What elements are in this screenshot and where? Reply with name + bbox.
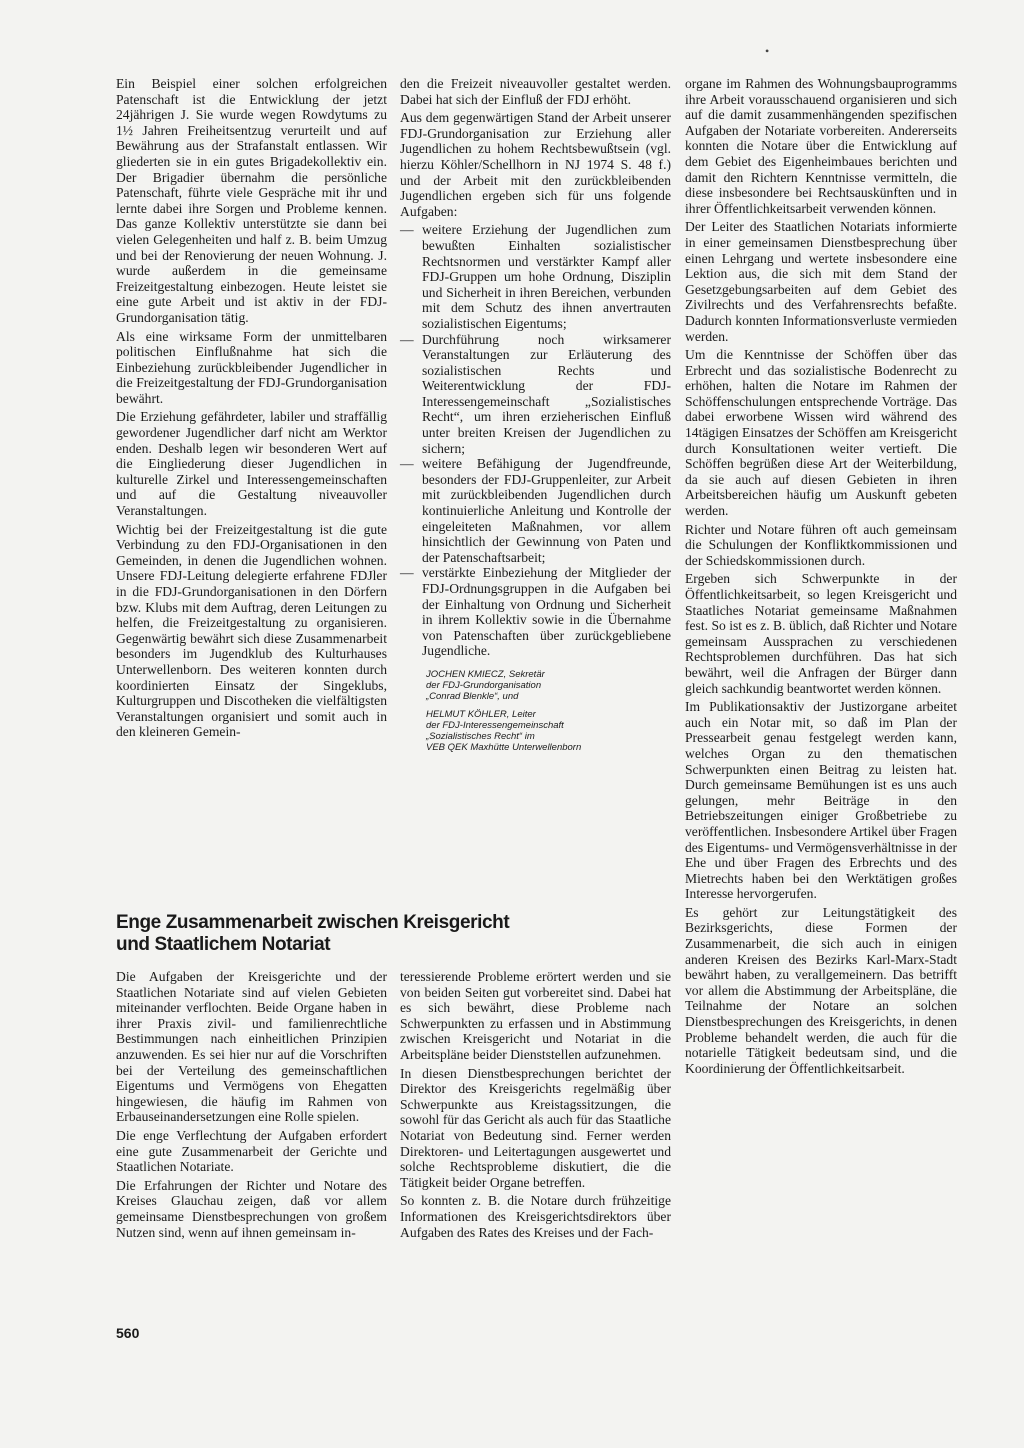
paragraph: Aus dem gegenwärtigen Stand der Arbeit unserer FDJ-Grundorganisation zur Erziehung aller Jugendlichen zu hohem Rechtsbewußtsein (vgl. hierzu Köhler/Schellhorn in NJ 1974 S. 48 f.) und der Arbeit mit den zurückbleibenden Jugendlichen ergeben sich für uns folgende Aufgaben: [400,110,671,219]
paragraph: In diesen Dienstbesprechungen berichtet der Direktor des Kreisgerichts regelmäßig über Schwerpunkte aus Kreistagssitzungen, die sowohl für das Gericht als auch für das Staatliche Notariat von Bedeutung sind. Ferner werden Direktoren- und Leitertagungen ausgewertet und solche Rechtsprobleme diskutiert, die die Tätigkeit beider Organe betreffen. [400,1065,671,1190]
paragraph: Die Erziehung gefährdeter, labiler und straffällig gewordener Jugendlicher darf nicht am Werktor enden. Deshalb legen wir besonderen Wert auf die Eingliederung dieser Jugendlichen in kulturelle Zirkel und Interessengemeinschaften und auf die Gestaltung niveauvoller Veranstaltungen. [116,409,387,519]
margin-mark: • [765,44,770,58]
paragraph: Es gehört zur Leitungstätigkeit des Bezirksgerichts, diese Formen der Zusammenarbeit, die sich auch in einigen anderen Kreisen des Bezirks Karl-Marx-Stadt bewährt haben, zu verallgemeinern. Das betrifft vor allem die Abstimmung der Arbeitspläne, die Teilnahme der Notare an solchen Dienstbesprechungen des Kreisgerichts, in denen Probleme behandelt werden, die auch für die notarielle Tätigkeit bedeutsam sind, und die Koordinierung der Öffentlichkeitsarbeit. [685,904,957,1076]
article2-column-3 [685,76,957,1079]
paragraph: Der Leiter des Staatlichen Notariats informierte in einer gemeinsamen Dienstbesprechung über einen Lehrgang und wertete insbesondere eine Lektion aus, die sich mit dem Stand der Gesetzgebungsarbeiten auf dem Gebiet des Zivilrechts und des Verfahrensrechts befaßte. Dadurch konnten Informationsverluste vermieden werden. [685,219,957,344]
author-signature: HELMUT KÖHLER, Leiter der FDJ-Interessengemeinschaft „Sozialistisches Recht“ im VEB QEK Maxhütte Unterwellenborn [426,708,582,753]
article1-column-2 [400,76,671,753]
paragraph: Ergeben sich Schwerpunkte in der Öffentlichkeitsarbeit, so legen Kreisgericht und Staatliches Notariat gemeinsame Maßnahmen fest. So ist es z. B. üblich, daß Richter und Notare gemeinsam Aussprachen zu verschiedenen Rechtsproblemen durchführen. Das hat sich bewährt, weil die Anfragen der Bürger dann gleich sachkundig beantwortet werden können. [685,571,957,696]
paragraph: Die enge Verflechtung der Aufgaben erfordert eine gute Zusammenarbeit der Gerichte und Staatlichen Notariate. [116,1127,387,1175]
headline-line: Enge Zusammenarbeit zwischen Kreisgericht [116,912,510,933]
task-list-item: — Durchführung noch wirksamerer Veranstaltungen zur Erläuterung des sozialistischen Rechts und Weiterentwicklung der FDJ-Interessengemeinschaft „Sozialistisches Recht“, um ihren erzieherischen Einfluß unter breiten Kreisen der Jugendlichen zu sichern; [400,332,671,457]
paragraph: Richter und Notare führen oft auch gemeinsam die Schulungen der Konfliktkommissionen und der Schiedskommissionen durch. [685,521,957,568]
task-list [400,222,671,659]
task-list-item: — weitere Befähigung der Jugendfreunde, besonders der FDJ-Gruppenleiter, zur Arbeit mit zurückbleibenden Jugendlichen durch kontinuierliche Anleitung und Kontrolle der eingeleiteten Maßnahmen, vor allem hinsichtlich der Gewinnung von Paten und der Patenschaftsarbeit; [400,456,671,565]
paragraph: Wichtig bei der Freizeitgestaltung ist die gute Verbindung zu den FDJ-Organisationen in den Gemeinden, in denen die Jugendlichen wohnen. Unsere FDJ-Leitung delegierte erfahrene FDJler in die FDJ-Grundorganisationen in den Dörfern bzw. Klubs mit dem Auftrag, deren Leitungen zu helfen, die Freizeitgestaltung zu organisieren. Gegenwärtig bewährt sich diese Zusammenarbeit besonders im Jugendklub des Kulturhauses Unterwellenborn. Des weiteren konnten durch koordinierten Einsatz der Singeklubs, Kulturgruppen und Discotheken die vielfältigsten Veranstaltungen organisiert und somit auch in den kleineren Gemein- [116,521,387,740]
article1-column-1 [116,76,387,743]
author-signature: JOCHEN KMIECZ, Sekretär der FDJ-Grundorganisation „Conrad Blenkle“, und [426,668,545,702]
paragraph: Im Publikationsaktiv der Justizorgane arbeitet auch ein Notar mit, so daß im Plan der Pressearbeit genau festgelegt werden kann, welches Organ zu den thematischen Schwerpunkten einen Beitrag zu leisten hat. Durch gemeinsame Bemühungen ist es uns auch gelungen, mehr Beiträge in den Betriebszeitungen einiger Großbetriebe zu veröffentlichen. Insbesondere Artikel über Fragen des Eigentums- und Vermögensverhältnisse in der Ehe und über Fragen des Erbrechts und des Mietrechts haben bei den Werktätigen großes Interesse hervorgerufen. [685,699,957,902]
paragraph: Ein Beispiel einer solchen erfolgreichen Patenschaft ist die Entwicklung der jetzt 24jährigen J. Sie wurde wegen Rowdytums zu 1½ Jahren Freiheitsentzug verurteilt und auf Bewährung aus der Strafanstalt entlassen. Wir gliederten sie in ein gutes Brigadekollektiv ein. Der Brigadier übernahm die persönliche Patenschaft, führte viele Gespräche mit ihr und lernte dabei ihre Sorgen und Probleme kennen. Das ganze Kollektiv unterstützte sie dann bei vielen Gelegenheiten und half z. B. beim Umzug und bei der Renovierung der neuen Wohnung. J. wurde außerdem in die gemeinsame Freizeitgestaltung einbezogen. Heute leistet sie eine gute Arbeit und ist aktiv in der FDJ-Grundorganisation tätig. [116,76,387,325]
paragraph: organe im Rahmen des Wohnungsbauprogramms ihre Arbeit vorausschauend organisieren und sich auf die damit zusammenhängenden spezifischen Aufgaben der Notariate vorbereiten. Andererseits konnten die Notare über die Entwicklung auf dem Gebiet des Eigenheimbaues berichten und damit den Richtern Kenntnisse vermitteln, die diese insbesondere bei Rechtsauskünften und in ihrer Öffentlichkeitsarbeit verwenden können. [685,76,957,216]
task-list-item: — weitere Erziehung der Jugendlichen zum bewußten Einhalten sozialistischer Rechtsnormen und verstärkter Kampf aller FDJ-Gruppen um hohe Ordnung, Disziplin und Sicherheit in ihren Bereichen, verbunden mit dem Schutz des ihnen anvertrauten sozialistischen Eigentums; [400,222,671,331]
article2-column-1 [116,969,387,1243]
task-list-item: — verstärkte Einbeziehung der Mitglieder der FDJ-Ordnungsgruppen in die Aufgaben bei der Einhaltung von Ordnung und Sicherheit in ihrem Kollektiv sowie in die Übernahme von Patenschaften über zurückgebliebene Jugendliche. [400,565,671,659]
paragraph: Als eine wirksame Form der unmittelbaren politischen Einflußnahme hat sich die Einbeziehung zurückbleibender Jugendlicher in die Freizeitgestaltung der FDJ-Grundorganisation bewährt. [116,328,387,406]
paragraph: Die Aufgaben der Kreisgerichte und der Staatlichen Notariate sind auf vielen Gebieten miteinander verflochten. Beide Organe haben in ihrer Praxis zivil- und familienrechtliche Bestimmungen nach einheitlichen Prinzipien anzuwenden. Es sei hier nur auf die Vorschriften bei der Verteilung des gemeinschaftlichen Eigentums und Vermögens von Ehegatten hingewiesen, die häufig im Rahmen von Erbauseinandersetzungen eine Rolle spielen. [116,969,387,1125]
paragraph: den die Freizeit niveauvoller gestaltet werden. Dabei hat sich der Einfluß der FDJ erhöht. [400,76,671,107]
article-headline [116,912,636,956]
paragraph: Um die Kenntnisse der Schöffen über das Erbrecht und das sozialistische Bodenrecht zu erhöhen, halten die Notare im Rahmen der Schöffenschulungen entsprechende Vorträge. Das dabei erworbene Wissen wird während des 14tägigen Einsatzes der Schöffen am Kreisgericht durch Konsultationen weiter vertieft. Die Schöffen begrüßen diese Art der Weiterbildung, da sie auch auf diesen Gebieten in ihren Arbeitsbereichen häufig um Auskunft gebeten werden. [685,347,957,519]
headline-line: und Staatlichem Notariat [116,934,331,955]
paragraph: teressierende Probleme erörtert werden und sie von beiden Seiten gut vorbereitet sind. Dabei hat es sich bewährt, diese Probleme nach Schwerpunkten zu erfassen und in Abstimmung zwischen Kreisgericht und Notariat in die Arbeitspläne beider Dienststellen aufzunehmen. [400,969,671,1062]
page-number: 560 [116,1325,140,1341]
paragraph: So konnten z. B. die Notare durch frühzeitige Informationen des Kreisgerichtsdirektors über Aufgaben des Rates des Kreises und der Fach- [400,1193,671,1240]
paragraph: Die Erfahrungen der Richter und Notare des Kreises Glauchau zeigen, daß vor allem gemeinsame Dienstbesprechungen von großem Nutzen sind, wenn auf ihnen gemeinsam in- [116,1177,387,1240]
article2-column-2 [400,969,671,1243]
